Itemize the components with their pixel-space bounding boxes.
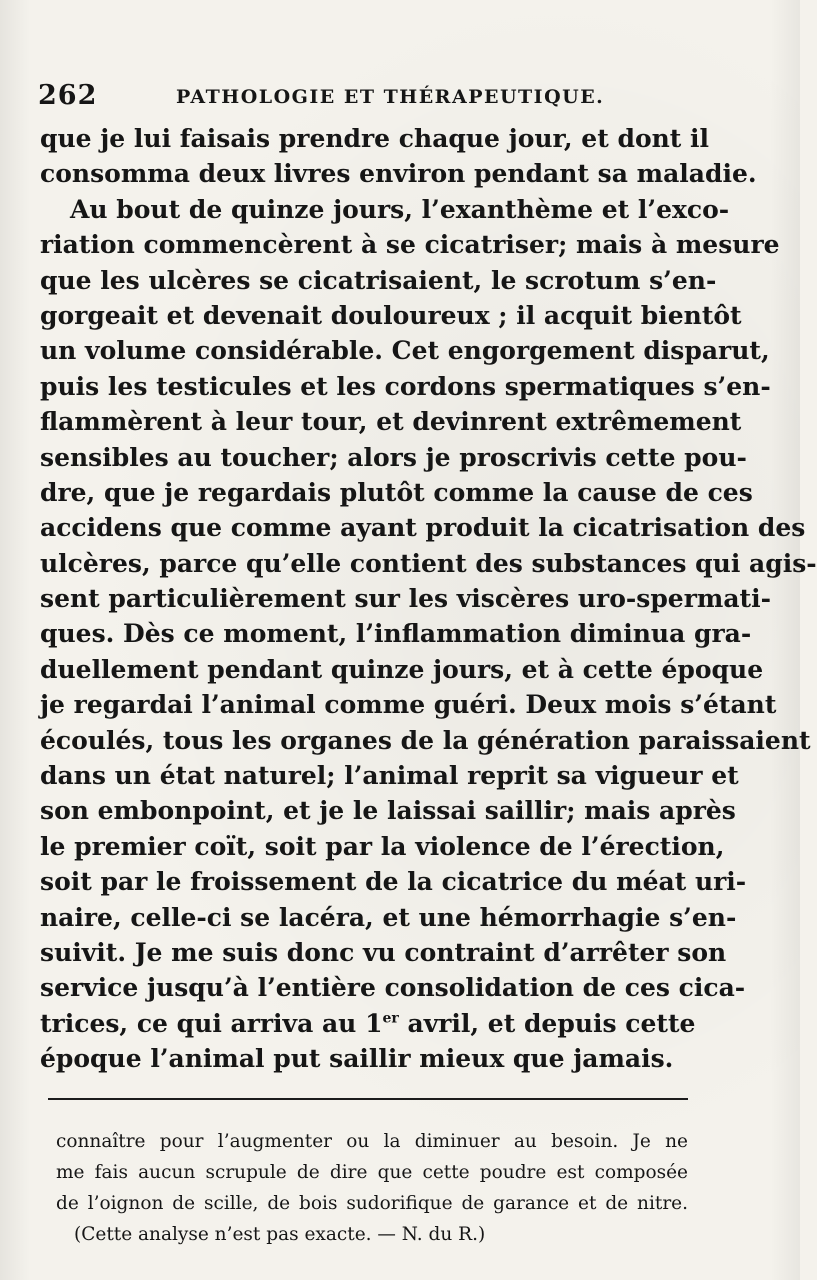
text-line: je regardai l’animal comme guéri. Deux mois s’étant [40,690,777,720]
text-line: dre, que je regardais plutôt comme la cause de ces [40,477,753,507]
footnote-editor-note: (Cette analyse n’est pas exacte. — N. du R.) [74,1224,486,1245]
text-line: que les ulcères se cicatrisaient, le scrotum s’en- [40,265,717,295]
text-line: ques. Dès ce moment, l’inflammation diminua gra- [40,619,752,649]
paragraph-end-line: époque l’animal put saillir mieux que jamais. [40,1044,674,1074]
page-number: 262 [38,80,98,111]
text-fragment: avril, et depuis cette [407,1008,696,1038]
footnote-line: connaître pour l’augmenter ou la diminuer au besoin. Je ne [56,1131,688,1152]
page-header [38,80,688,120]
text-line: consomma deux livres environ pendant sa maladie. [40,159,757,189]
text-line: soit par le froissement de la cicatrice du méat uri- [40,867,747,897]
text-fragment: trices, ce qui arriva au [40,1008,357,1038]
text-line: dans un état naturel; l’animal reprit sa vigueur et [40,761,739,791]
text-line: riation commencèrent à se cicatriser; mais à mesure [40,230,780,260]
text-line: service jusqu’à l’entière consolidation de ces cica- [40,973,746,1003]
text-line: flammèrent à leur tour, et devinrent extrêmement [40,407,742,437]
footnote-line: me fais aucun scrupule de dire que cette poudre est composée [56,1162,688,1183]
text-line: le premier coït, soit par la violence de l’érection, [40,831,725,861]
body-text [40,121,817,1077]
paragraph-start-line: Au bout de quinze jours, l’exanthème et l’exco- [70,194,730,224]
ordinal-number: 1 [365,1008,383,1038]
text-line: son embonpoint, et je le laissai saillir; mais après [40,796,736,826]
running-title: PATHOLOGIE ET THÉRAPEUTIQUE. [176,86,605,108]
footnote-separator [48,1098,688,1100]
text-line: ulcères, parce qu’elle contient des substances qui agis- [40,548,817,578]
text-line: sensibles au toucher; alors je proscrivis cette pou- [40,442,747,472]
text-line: écoulés, tous les organes de la génération paraissaient [40,725,811,755]
text-line: gorgeait et devenait douloureux ; il acquit bientôt [40,300,742,330]
text-line: un volume considérable. Cet engorgement disparut, [40,336,770,366]
footnote-line: de l’oignon de scille, de bois sudorifique de garance et de nitre. [56,1193,688,1214]
text-line: naire, celle-ci se lacéra, et une hémorrhagie s’en- [40,902,737,932]
text-line: accidens que comme ayant produit la cicatrisation des [40,513,806,543]
ordinal-superscript: er [382,1010,399,1027]
text-line: duellement pendant quinze jours, et à cette époque [40,654,764,684]
text-line: puis les testicules et les cordons spermatiques s’en- [40,371,771,401]
footnote [56,1126,688,1250]
text-line: suivit. Je me suis donc vu contraint d’arrêter son [40,937,727,967]
text-line: que je lui faisais prendre chaque jour, et dont il [40,124,710,153]
text-line-with-ordinal [40,1006,696,1041]
text-line: sent particulièrement sur les viscères uro-spermati- [40,584,771,614]
